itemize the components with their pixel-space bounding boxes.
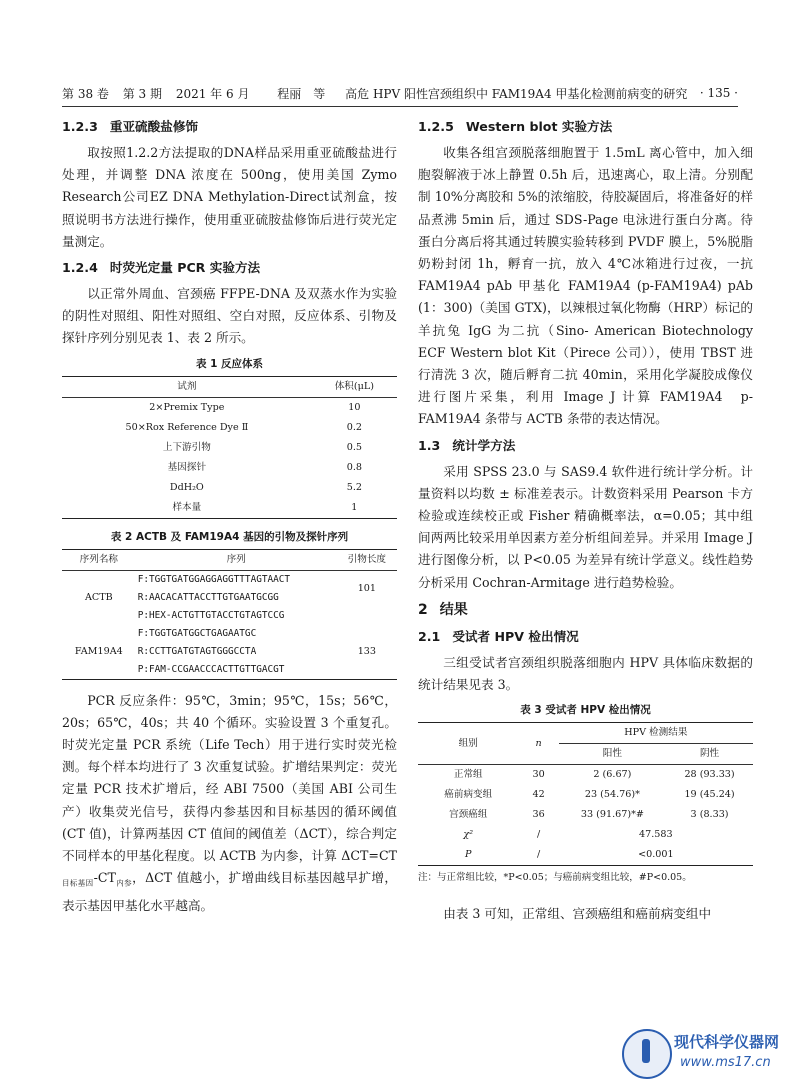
journal-volume: 第 38 卷 xyxy=(62,86,109,101)
table-row: χ² / 47.583 xyxy=(463,829,673,841)
table3-header-result: HPV 检测结果 xyxy=(559,723,753,744)
table3-caption: 表 3 受试者 HPV 检出情况 xyxy=(520,704,651,717)
table-row: 50×Rox Reference Dye Ⅱ 0.2 xyxy=(125,421,362,433)
journal-date: 2021 年 6 月 xyxy=(175,86,250,101)
table-row: P:FAM-CCGAACCCACTTGTTGACGT xyxy=(137,663,285,675)
header-left xyxy=(62,85,697,102)
header-authors: 程丽 等 xyxy=(277,86,326,101)
table3-note: 注：与正常组比较，*P<0.05；与癌前病变组比较，#P<0.05。 xyxy=(418,872,692,884)
watermark-name: 现代科学仪器网 xyxy=(674,1033,780,1051)
section-heading-1-2-4: 1.2.4 时荧光定量 PCR 实验方法 xyxy=(62,260,261,276)
watermark-url: www.ms17.cn xyxy=(680,1055,771,1070)
paragraph-bisulfite: 取按照1.2.2方法提取的DNA样品采用重亚硫酸盐进行处理，并调整 DNA 浓度在 500ng，使用美国 Zymo Research公司EZ DNA Methylation-Direct试剂盒，按照说明书方法进行操作，使用重亚硫胺盐修饰后进行荧光定量测定。 xyxy=(62,145,397,249)
table3-header-positive: 阳性 xyxy=(559,744,666,765)
header-title: 高危 HPV 阳性宫颈组织中 FAM19A4 甲基化检测前病变的研究 xyxy=(345,86,688,101)
table-row: R:CCTTGATGTAGTGGGCCTA xyxy=(137,645,257,657)
section-heading-1-3: 1.3 统计学方法 xyxy=(418,437,516,453)
table-row: 基因探针 0.8 xyxy=(167,461,362,473)
paragraph-pcr-conditions: PCR 反应条件：95℃，3min；95℃，15s；56℃，20s；65℃，40s；共 40 个循环。实验设置 3 个重复孔。时荧光定量 PCR 系统（Life Tech）用于进行实时荧光检测。每个样本均进行了 3 次重复试验。扩增结果判定：荧光定量 PCR 技术扩增后，经 ABI 7500（美国 ABI 公司生产）收集荧光信号，获得内参基因和目标基因的循环阈值(CT 值)，计算两基因 CT 值间的阈值差（ΔCT），综合判定不同样本的甲基化程度。以 ACTB 为内参，计算 $\Delta CT=CT_{目标基因}-CT_{内参}$，ΔCT 值越小，扩增曲线目标基因越早扩增，表示基因甲基化水平越高。 xyxy=(62,692,398,913)
paragraph-pcr-method: 以正常外周血、宫颈癌 FFPE-DNA 及双蒸水作为实验的阴性对照组、阳性对照组、空白对照，反应体系、引物及探针序列分别见表 1、表 2 所示。 xyxy=(62,286,397,346)
table2-primer-sequences xyxy=(62,549,397,680)
table2-header-length: 引物长度 xyxy=(337,549,397,570)
table-row: P / <0.001 xyxy=(465,849,674,861)
journal-issue: 第 3 期 xyxy=(122,86,162,101)
table-row: 正常组 30 2 (6.67) 28 (93.33) xyxy=(453,769,735,781)
table-row: R:AACACATTACCTTGTGAATGCGG xyxy=(137,591,279,603)
table-row: P:HEX-ACTGTTGTACCTGTAGTCCG xyxy=(137,609,285,621)
section-heading-1-2-3: 1.2.3 重亚硫酸盐修饰 xyxy=(62,119,199,134)
running-header xyxy=(62,84,738,102)
table2-header-name: 序列名称 xyxy=(62,549,136,570)
right-column xyxy=(418,116,753,929)
left-column xyxy=(62,116,397,921)
header-rule xyxy=(62,106,738,107)
table-row: 上下游引物 0.5 xyxy=(162,441,362,453)
paragraph-hpv-detection: 三组受试者宫颈组织脱落细胞内 HPV 具体临床数据的统计结果见表 3。 xyxy=(418,654,753,693)
paragraph-statistics: 采用 SPSS 23.0 与 SAS9.4 软件进行统计学分析。计量资料以均数 ± 标准差表示。计数资料采用 Pearson 卡方检验或连续校正或 Fisher 精确概率法，α=0.05；其中组间两两比较采用单因素方差分析组间差异。并采用 Image J 进行图像分析，以 P<0.05 为差异有统计学意义。线性趋势分析采用 Cochran-Armitage 进行趋势检验。 xyxy=(418,463,753,590)
table1-header-volume: 体积(μL) xyxy=(312,376,397,397)
paragraph-western-blot: 收集各组宫颈脱落细胞置于 1.5mL 离心管中，加入细胞裂解液于冰上静置 0.5h 后，迅速离心，取上清。分别配制 10%分离胶和 5%的浓缩胶，待胶凝固后，将准备好的样品煮沸 5min 后，通过 SDS-Page 电泳进行蛋白分离。待蛋白分离后将其通过转膜实验转移到 PVDF 膜上，5%脱脂奶粉封闭 1h，孵育一抗，放入 4℃冰箱进行过夜，一抗 FAM19A4 pAb 甲基化 FAM19A4 (p-FAM19A4) pAb (1：300)（美国 GTX)，以辣根过氧化物酶（HRP）标记的羊抗兔 IgG 为二抗（Sino- American Biotechnology ECF Western blot Kit（Pirece 公司）），使用 TBST 进行清洗 3 次，随后孵育二抗 40min，采用化学凝胶成像仪进行图片采集，利用 Image J 计算 FAM19A4 p- FAM19A4 条带与 ACTB 条带的表达情况。 xyxy=(418,145,753,427)
table3-header-group: 组别 xyxy=(418,723,519,765)
table1-caption: 表 1 反应体系 xyxy=(195,357,264,370)
table-row: 样本量 1 xyxy=(172,501,358,513)
section-heading-2: 2 结果 xyxy=(418,601,468,618)
section-heading-1-2-5: 1.2.5 Western blot 实验方法 xyxy=(418,119,613,134)
table1-header-reagent: 试剂 xyxy=(62,376,312,397)
table-row: 2×Premix Type 10 xyxy=(149,401,361,413)
table-row: 宫颈癌组 36 33 (91.67)*# 3 (8.33) xyxy=(449,809,729,821)
table-row: FAM19A4 F:TGGTGATGGCTGAGAATGC 133 xyxy=(74,627,376,657)
table3-hpv-detection xyxy=(418,722,753,866)
table-row: DdH₂O 5.2 xyxy=(169,481,362,493)
microscope-logo-icon xyxy=(622,1029,672,1079)
page-number: · 135 · xyxy=(699,86,738,100)
table2-caption: 表 2 ACTB 及 FAM19A4 基因的引物及探针序列 xyxy=(110,530,349,543)
table1-reaction-system xyxy=(62,376,397,519)
table3-header-negative: 阴性 xyxy=(666,744,753,765)
table-row: 癌前病变组 42 23 (54.76)* 19 (45.24) xyxy=(444,789,735,801)
table2-header-seq: 序列 xyxy=(136,549,337,570)
site-watermark xyxy=(620,1027,790,1079)
table3-header-n: n xyxy=(519,723,559,765)
table-row: ACTB F:TGGTGATGGAGGAGGTTTAGTAACT 101 xyxy=(84,573,376,603)
section-heading-2-1: 2.1 受试者 HPV 检出情况 xyxy=(418,628,579,644)
paragraph-conclusion-start: 由表 3 可知，正常组、宫颈癌组和癌前病变组中 xyxy=(443,906,712,922)
